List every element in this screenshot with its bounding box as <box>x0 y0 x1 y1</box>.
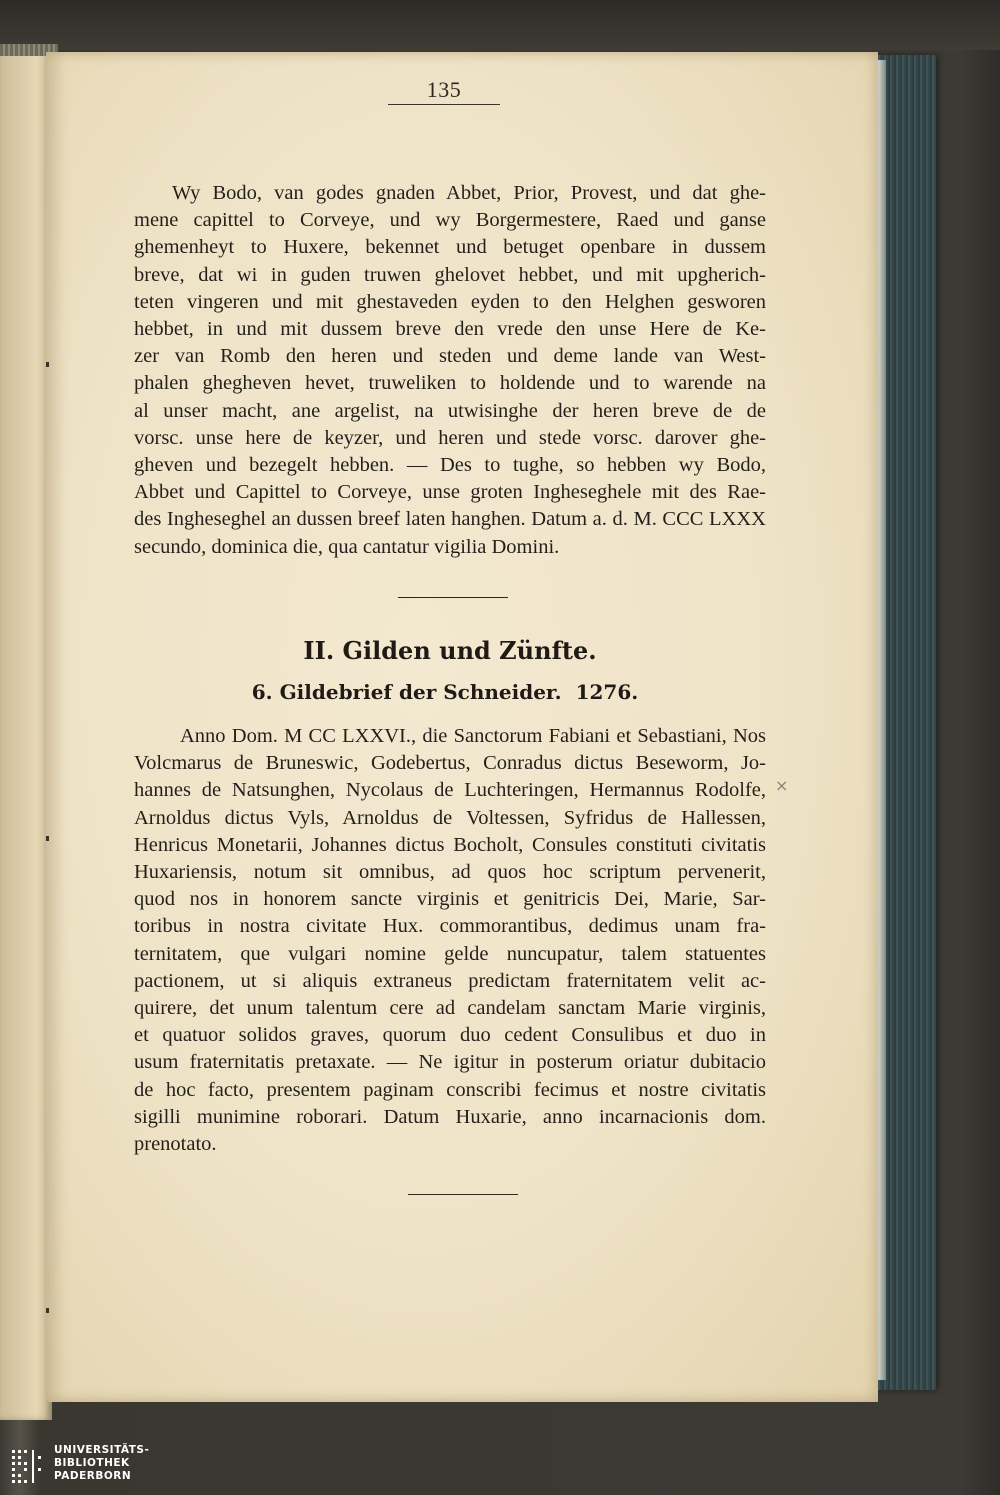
section-heading-text: II. Gilden und Zünfte. <box>303 636 597 665</box>
text-line: hannes de Natsunghen, Nycolaus de Luchteringen, Hermannus Rodolfe, <box>134 779 766 802</box>
document-year: 1276. <box>575 680 639 704</box>
section-divider <box>398 597 508 598</box>
text-line: mene capittel to Corveye, und wy Borgermestere, Raed und ganse <box>134 209 766 232</box>
text-line: Arnoldus dictus Vyls, Arnoldus de Voltessen, Syfridus de Hallessen, <box>134 806 766 829</box>
text-line: Abbet und Capittel to Corveye, unse groten Ingheseghele mit des Rae- <box>134 481 766 504</box>
gutter-mark <box>46 836 49 841</box>
text-line: quod nos in honorem sancte virginis et genitricis Dei, Marie, Sar- <box>134 888 766 911</box>
text-line: zer van Romb den heren und steden und deme lande van West- <box>134 345 766 368</box>
text-line: prenotato. <box>134 1133 217 1156</box>
text-line: Henricus Monetarii, Johannes dictus Bocholt, Consules constituti civitatis <box>134 833 766 856</box>
document-title-text: 6. Gildebrief der Schneider. <box>251 680 562 704</box>
text-line: Volcmarus de Bruneswic, Godebertus, Conradus dictus Beseworm, Jo- <box>134 752 766 775</box>
text-line: phalen ghegheven hevet, truweliken to holdende und to warende na <box>134 372 766 395</box>
text-line: toribus in nostra civitate Hux. commorantibus, dedimus unam fra- <box>134 915 766 938</box>
document-paragraph-2 <box>134 723 766 1158</box>
page-number-rule <box>388 104 500 105</box>
library-logo-icon <box>10 1446 46 1484</box>
text-line: ternitatem, que vulgari nomine gelde nuncupatur, talem statuentes <box>134 942 766 965</box>
text-line: de hoc facto, presentem paginam conscribi fecimus et nostre civitatis <box>134 1078 766 1101</box>
gutter-mark <box>46 362 49 367</box>
text-line: breve, dat wi in guden truwen ghelovet hebbet, und mit upgherich- <box>134 263 766 286</box>
text-line: secundo, dominica die, qua cantatur vigilia Domini. <box>134 535 560 558</box>
text-line: Huxariensis, notum sit omnibus, ad quos hoc scriptum pervenerit, <box>134 861 766 884</box>
section-heading <box>0 636 900 665</box>
text-line: hebbet, in und mit dussem breve den vrede den unse Here de Ke- <box>134 318 766 341</box>
text-line: teten vingeren und mit ghestaveden eyden to den Helghen gesworen <box>134 290 766 313</box>
text-line: quirere, det unum talentum cere ad candelam sanctam Marie virginis, <box>134 997 766 1020</box>
text-line: ghemenheyt to Huxere, bekennet und betuget openbare in dussem <box>134 236 766 259</box>
pencil-margin-mark: × <box>775 776 789 795</box>
text-line: Anno Dom. M CC LXXVI., die Sanctorum Fabiani et Sebastiani, Nos <box>180 725 766 747</box>
logo-line: UNIVERSITÄTS- <box>54 1444 150 1456</box>
library-logo-text <box>54 1444 149 1483</box>
library-logo <box>10 1440 210 1490</box>
document-title <box>0 680 890 704</box>
text-line: al unser macht, ane argelist, na utwisinghe der heren breve de de <box>134 399 766 422</box>
text-line: vorsc. unse here de keyzer, und heren und stede vorsc. darover ghe- <box>134 426 766 449</box>
page-number: 135 <box>426 77 462 102</box>
left-page-edge <box>0 48 52 1420</box>
text-line: gheven und bezegelt hebben. — Des to tughe, so hebben wy Bodo, <box>134 454 766 477</box>
text-line: pactionem, ut si aliquis extraneus predictam fraternitatem velit ac- <box>134 969 766 992</box>
text-line: et quatuor solidos graves, quorum duo cedent Consulibus et duo in <box>134 1024 766 1047</box>
text-line: des Ingheseghel an dussen breef laten hanghen. Datum a. d. M. CCC LXXX <box>134 508 766 531</box>
gutter-mark <box>46 1308 49 1313</box>
scanner-background <box>0 0 1000 50</box>
text-line: Wy Bodo, van godes gnaden Abbet, Prior, Provest, und dat ghe- <box>172 182 766 204</box>
logo-line: PADERBORN <box>54 1470 132 1482</box>
document-paragraph-1 <box>134 180 766 561</box>
logo-line: BIBLIOTHEK <box>54 1457 130 1469</box>
end-divider <box>408 1194 518 1195</box>
text-line: usum fraternitatis pretaxate. — Ne igitur in posterum oriatur dubitacio <box>134 1051 766 1074</box>
text-line: sigilli munimine roborari. Datum Huxarie, anno incarnacionis dom. <box>134 1105 766 1128</box>
